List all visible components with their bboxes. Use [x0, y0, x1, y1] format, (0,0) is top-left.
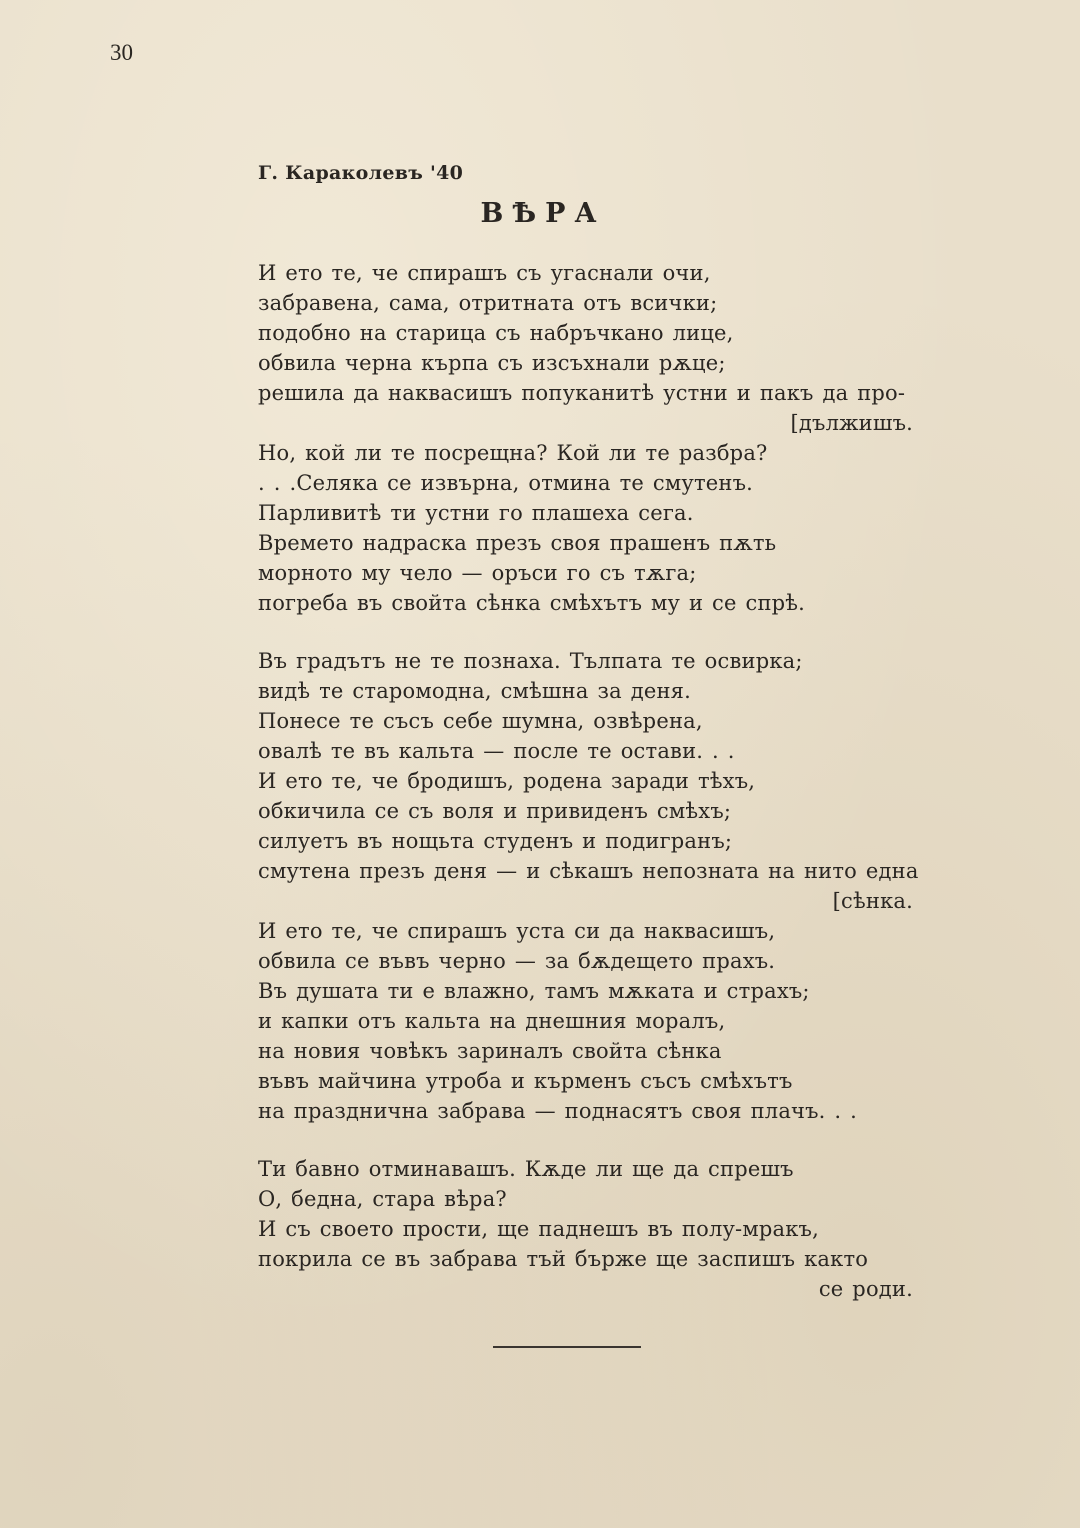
poem-title: ВѢРА: [480, 198, 606, 229]
poem-line: се роди.: [818, 1277, 913, 1301]
poem-line: овалѣ те въ кальта — после те остави. . .: [258, 739, 735, 763]
poem-line: Ти бавно отминавашъ. Кѫде ли ще да спрешъ: [258, 1157, 794, 1181]
poem-line: на новия човѣкъ зариналъ свойта сѣнка: [258, 1039, 722, 1063]
poem-line: забравена, сама, отритната отъ всички;: [258, 291, 718, 315]
poem-line: Понесе те съсъ себе шумна, озвѣрена,: [258, 709, 703, 733]
poem-line: И съ своето прости, ще паднешъ въ полу-мракъ,: [258, 1217, 819, 1241]
poem-line: Времето надраска презъ своя прашенъ пѫть: [258, 531, 777, 555]
poem-line: И ето те, че спирашъ уста си да наквасишъ,: [258, 919, 776, 943]
poem-line: И ето те, че бродишъ, родена заради тѣхъ,: [258, 769, 756, 793]
poem-line: видѣ те старомодна, смѣшна за деня.: [258, 679, 691, 703]
poem-line: морното му чело — оръси го съ тѫга;: [258, 561, 697, 585]
poem-line: покрила се въ забрава тъй бърже ще заспишъ както: [258, 1247, 869, 1271]
poem-stanza: [258, 1154, 913, 1304]
poem-line: . . .Селяка се извърна, отмина те смутенъ.: [258, 471, 754, 495]
poem-line: на празднична забрава — поднасятъ своя плачъ. . .: [258, 1099, 858, 1123]
poem-line: въвъ майчина утроба и кърменъ съсъ смѣхътъ: [258, 1069, 793, 1093]
poem-line: Но, кой ли те посрещна? Кой ли те разбра?: [258, 441, 768, 465]
poem-line: И ето те, че спирашъ съ угаснали очи,: [258, 261, 711, 285]
poem-line: погреба въ свойта сѣнка смѣхътъ му и се спрѣ.: [258, 591, 806, 615]
poem-stanza: [258, 646, 919, 1126]
poem-stanza: [258, 258, 913, 618]
poem-line: смутена презъ деня — и сѣкашъ непозната на нито една: [258, 859, 919, 883]
poem-line: и капки отъ кальта на днешния моралъ,: [258, 1009, 726, 1033]
poem-line: решила да наквасишъ попуканитѣ устни и пакъ да про-: [258, 381, 906, 405]
poem-line: обкичила се съ воля и привиденъ смѣхъ;: [258, 799, 732, 823]
poem-body: [258, 258, 919, 1304]
page-number: 30: [110, 40, 133, 65]
author-byline: Г. Караколевъ '40: [258, 162, 464, 184]
poem-line: обвила черна кърпа съ изсъхнали рѫце;: [258, 351, 726, 375]
poem-line: [сѣнка.: [832, 889, 913, 913]
poem-line: [дължишъ.: [790, 411, 913, 435]
poem-line: Въ душата ти е влажно, тамъ мѫката и страхъ;: [258, 979, 810, 1003]
poem-line: Парливитѣ ти устни го плашеха сега.: [258, 501, 694, 525]
end-rule-divider: [493, 1346, 641, 1348]
poem-line: подобно на старица съ набръчкано лице,: [258, 321, 734, 345]
poem-line: Въ градътъ не те познаха. Тълпата те освирка;: [258, 649, 803, 673]
poem-line: О, бедна, стара вѣра?: [258, 1187, 507, 1211]
poem-line: силуетъ въ нощьта студенъ и подигранъ;: [258, 829, 733, 853]
poem-line: обвила се въвъ черно — за бѫдещето прахъ.: [258, 949, 776, 973]
